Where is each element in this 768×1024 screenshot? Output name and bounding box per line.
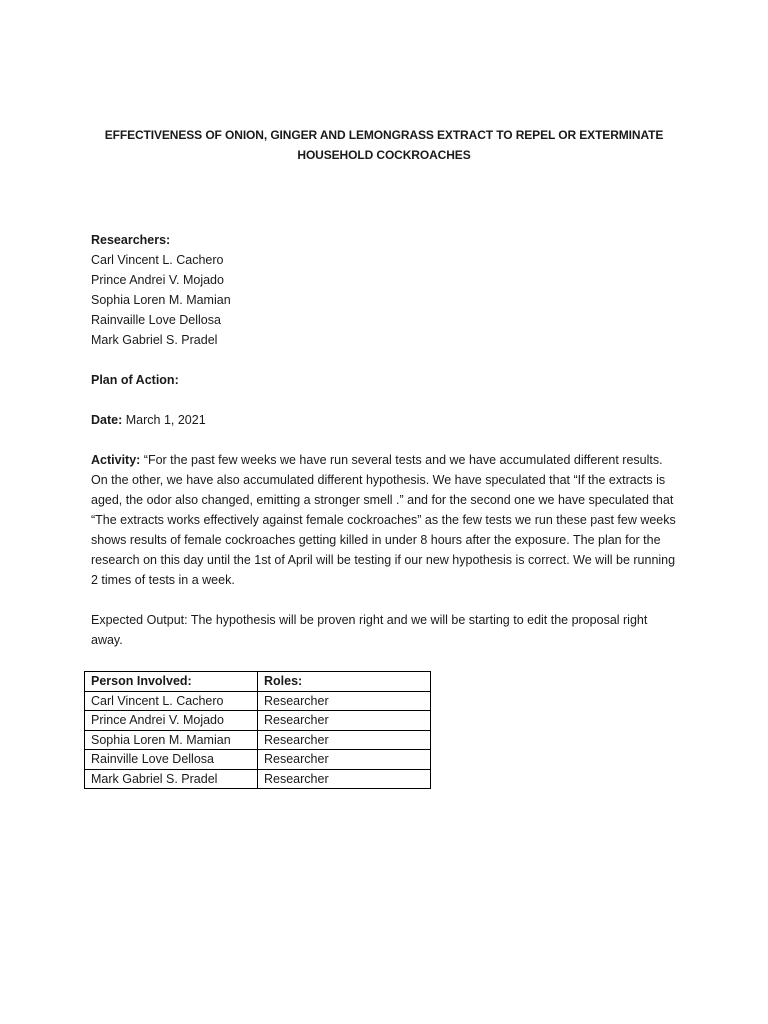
person-cell: Sophia Loren M. Mamian <box>85 730 258 750</box>
roles-table <box>84 671 431 789</box>
researcher-name: Prince Andrei V. Mojado <box>91 273 224 287</box>
role-cell: Researcher <box>258 711 431 731</box>
header-roles: Roles: <box>258 672 431 692</box>
researchers-label: Researchers: <box>91 233 171 247</box>
person-cell: Carl Vincent L. Cachero <box>85 691 258 711</box>
header-person-involved: Person Involved: <box>85 672 258 692</box>
researcher-name: Sophia Loren M. Mamian <box>91 293 231 307</box>
researchers-section <box>91 230 681 350</box>
researcher-name: Mark Gabriel S. Pradel <box>91 333 218 347</box>
researcher-name: Rainvaille Love Dellosa <box>91 313 221 327</box>
table-row <box>85 769 431 789</box>
document-title <box>60 125 708 165</box>
activity-text: “For the past few weeks we have run several tests and we have accumulated different results. On the other, we have also accumulated different hypothesis. We have speculated that “If the extracts is aged, the odor also changed, emitting a stronger smell .” and for the second one we have speculated that “The extracts works effectively against female cockroaches” as the few tests we run these past few weeks shows results of female cockroaches getting killed in under 8 hours after the exposure. The plan for the research on this day until the 1st of April will be testing if our new hypothesis is correct. We will be running 2 times of tests in a week. <box>91 453 676 587</box>
role-cell: Researcher <box>258 750 431 770</box>
person-cell: Rainville Love Dellosa <box>85 750 258 770</box>
researcher-name: Carl Vincent L. Cachero <box>91 253 224 267</box>
table-row <box>85 730 431 750</box>
role-cell: Researcher <box>258 769 431 789</box>
date-value: March 1, 2021 <box>122 413 206 427</box>
table-row <box>85 750 431 770</box>
role-cell: Researcher <box>258 691 431 711</box>
activity-label: Activity: <box>91 453 141 467</box>
title-line-1: EFFECTIVENESS OF ONION, GINGER AND LEMONGRASS EXTRACT TO REPEL OR EXTERMINATE <box>104 128 664 142</box>
person-cell: Prince Andrei V. Mojado <box>85 711 258 731</box>
title-line-2: HOUSEHOLD COCKROACHES <box>297 148 471 162</box>
table-row <box>85 691 431 711</box>
table-header-row <box>85 672 431 692</box>
date-label: Date: <box>91 413 123 427</box>
person-cell: Mark Gabriel S. Pradel <box>85 769 258 789</box>
activity-paragraph <box>91 450 681 590</box>
table-row <box>85 711 431 731</box>
role-cell: Researcher <box>258 730 431 750</box>
date-line <box>91 410 681 430</box>
plan-of-action-heading: Plan of Action: <box>91 373 179 387</box>
expected-output-paragraph: Expected Output: The hypothesis will be proven right and we will be starting to edit the proposal right away. <box>91 613 648 647</box>
